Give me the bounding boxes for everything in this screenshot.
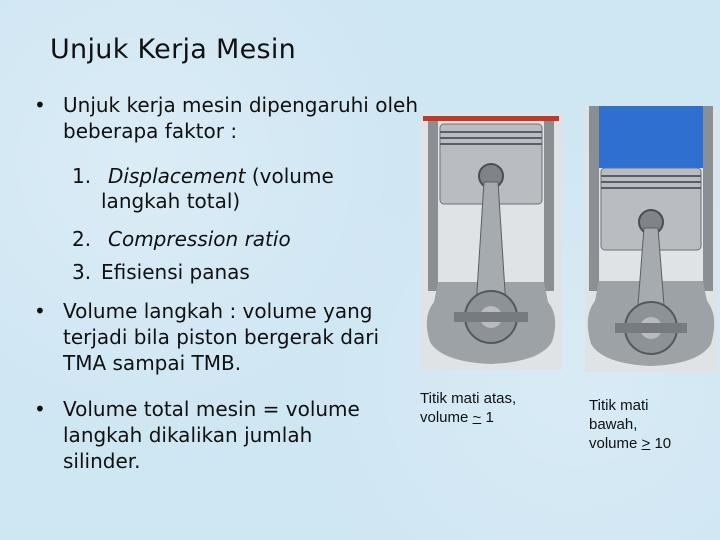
piston-bdc-drawing — [585, 106, 717, 372]
bullet-dot: • — [34, 93, 46, 117]
factor-term: Displacement — [108, 164, 246, 188]
caption-tdc-line1: Titik mati atas, — [420, 390, 517, 407]
caption-bdc-line1: Titik mati — [589, 397, 649, 414]
factor-number: 1. — [72, 164, 92, 188]
bullet-text: Volume langkah : volume yang terjadi bila piston bergerak dari TMA sampai TMB. — [63, 299, 380, 375]
piston-tdc-image — [420, 112, 562, 370]
caption-bdc-line2: bawah, — [589, 416, 638, 433]
bullet-text: Volume total mesin = volume langkah dikalikan jumlah silinder. — [63, 397, 360, 473]
bullet-dot: • — [34, 397, 46, 421]
caption-tdc-line2: volume ~ 1 — [420, 409, 494, 426]
factor-note-continued: langkah total) — [101, 189, 241, 213]
piston-tdc-drawing — [420, 112, 562, 370]
factor-note: (volume — [251, 164, 334, 188]
factor-text: Efisiensi panas — [101, 260, 250, 284]
factor-number: 3. — [72, 260, 92, 284]
slide-title: Unjuk Kerja Mesin — [50, 34, 297, 65]
caption-tdc — [420, 389, 516, 427]
bullet-text: Unjuk kerja mesin dipengaruhi oleh beberapa faktor : — [63, 93, 418, 143]
caption-bdc-line3: volume > 10 — [589, 435, 672, 452]
bullet-dot: • — [34, 299, 46, 323]
piston-bdc-image — [585, 106, 717, 372]
factor-term: Compression ratio — [108, 227, 291, 251]
factor-number: 2. — [72, 227, 92, 251]
caption-bdc — [589, 396, 671, 453]
